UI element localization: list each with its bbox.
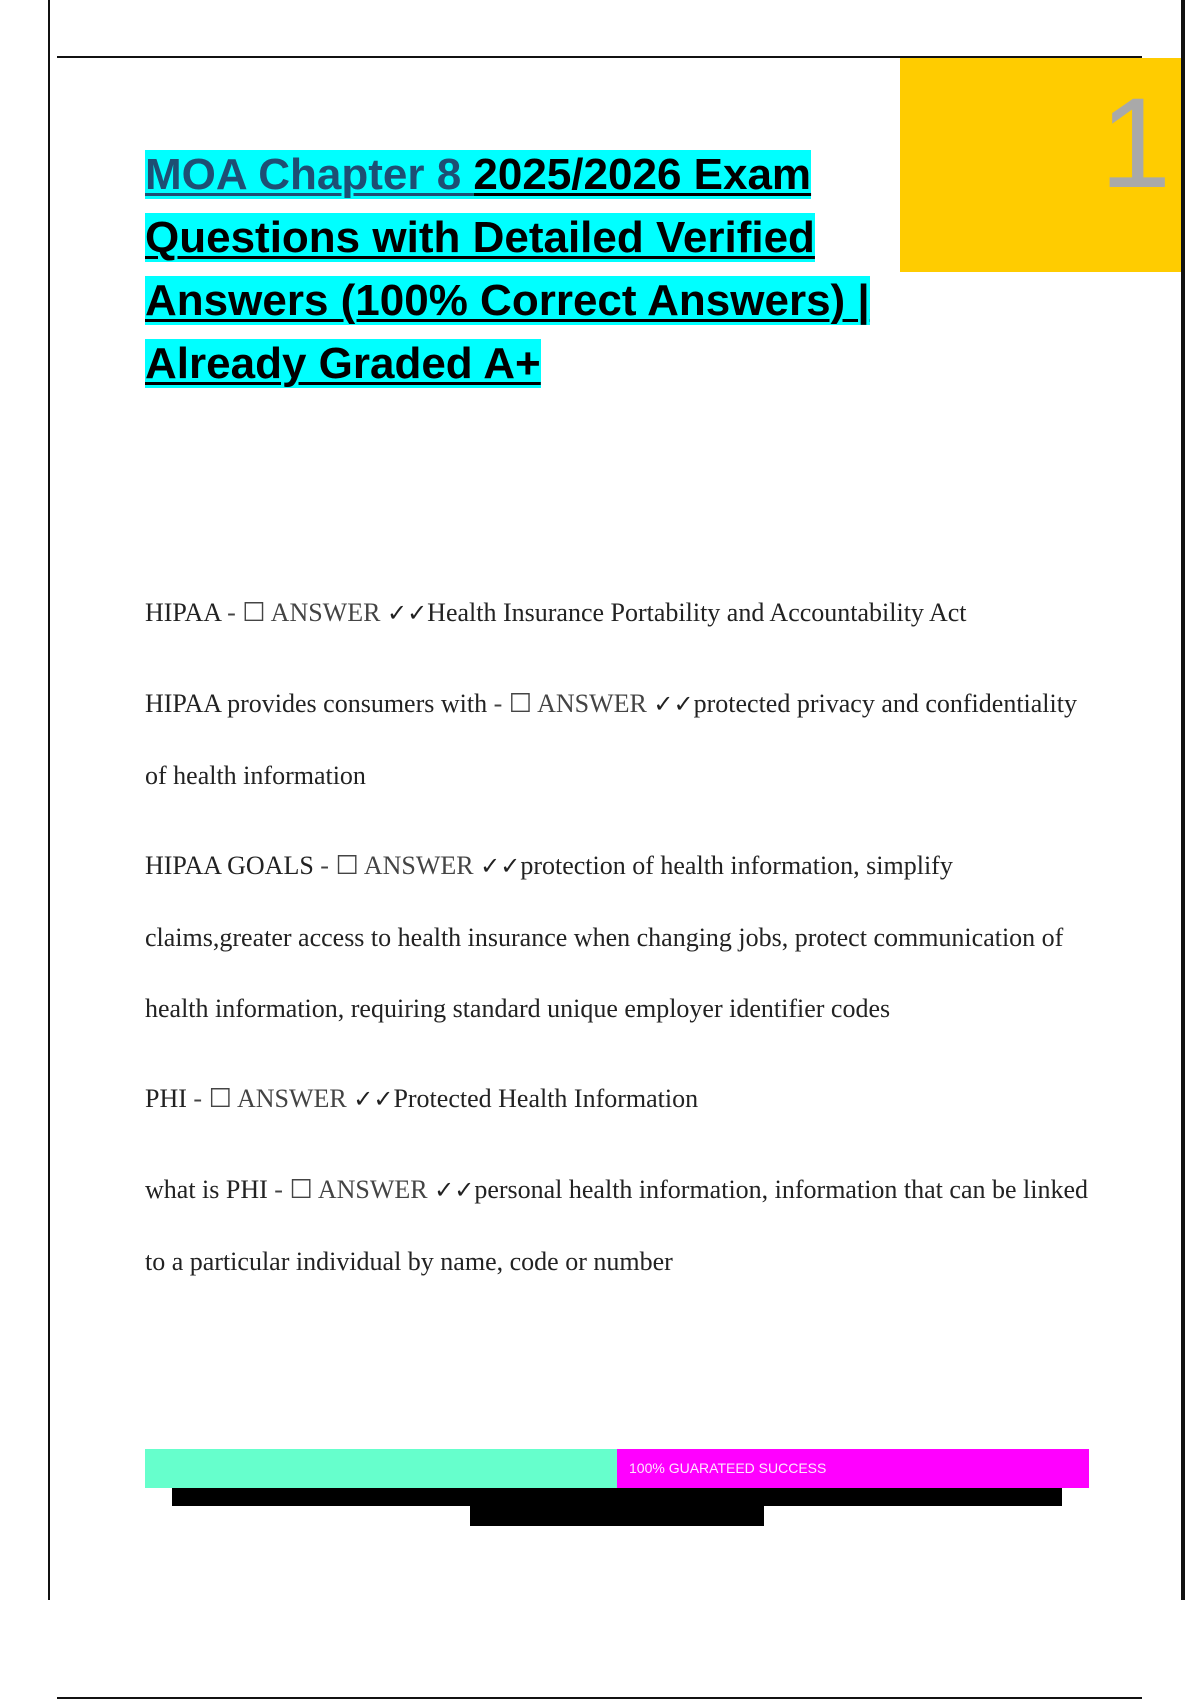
footer-black-bar xyxy=(172,1488,1062,1506)
qa-term: HIPAA provides consumers with xyxy=(145,689,488,718)
document-title-part-1: MOA Chapter 8 xyxy=(145,150,474,199)
qa-answer-marker: - ☐ ANSWER xyxy=(487,689,654,718)
double-check-icon: ✓✓ xyxy=(353,1085,394,1113)
document-title xyxy=(145,143,965,395)
double-check-icon: ✓✓ xyxy=(653,690,694,718)
qa-answer: Protected Health Information xyxy=(393,1084,699,1113)
page-number: 1 xyxy=(1099,72,1171,215)
qa-term: HIPAA GOALS xyxy=(145,851,314,880)
qa-answer: protected privacy and confidentiality of health information xyxy=(145,689,1077,790)
qa-term: what is PHI xyxy=(145,1175,268,1204)
qa-item xyxy=(145,1063,1095,1135)
qa-answer: Health Insurance Portability and Accountability Act xyxy=(427,598,967,627)
footer-black-bar-lower xyxy=(470,1506,764,1526)
qa-item xyxy=(145,577,1095,649)
footer-banner-text: 100% GUARATEED SUCCESS xyxy=(617,1449,1089,1488)
qa-answer-marker: - ☐ ANSWER xyxy=(313,851,481,880)
double-check-icon: ✓✓ xyxy=(480,852,521,880)
qa-answer-marker: - ☐ ANSWER xyxy=(267,1175,435,1204)
qa-answer: personal health information, information that can be linked to a particular individual by name, code or number xyxy=(145,1175,1089,1276)
document-title-part-2: 2025/2026 Exam Questions with Detailed Verified Answers (100% Correct Answers) | Already Graded A+ xyxy=(145,150,870,388)
double-check-icon: ✓✓ xyxy=(434,1176,475,1204)
qa-answer-marker: - ☐ ANSWER xyxy=(220,598,387,627)
qa-answer-marker: - ☐ ANSWER xyxy=(186,1084,354,1113)
footer-banner-left-block xyxy=(145,1449,617,1488)
qa-item xyxy=(145,830,1095,1044)
left-border-rule xyxy=(48,0,50,1600)
qa-answer: protection of health information, simplify claims,greater access to health insurance when changing jobs, protect communication of health information, requiring standard unique employer identifier codes xyxy=(145,851,1064,1023)
right-border-rule xyxy=(1181,0,1185,1600)
double-check-icon: ✓✓ xyxy=(386,599,428,627)
qa-item xyxy=(145,1154,1095,1297)
qa-term: HIPAA xyxy=(145,598,221,627)
qa-term: PHI xyxy=(145,1084,187,1113)
qa-list xyxy=(145,577,1095,1316)
footer-banner xyxy=(145,1449,1089,1488)
qa-item xyxy=(145,668,1095,811)
bottom-border-rule xyxy=(57,1697,1142,1699)
